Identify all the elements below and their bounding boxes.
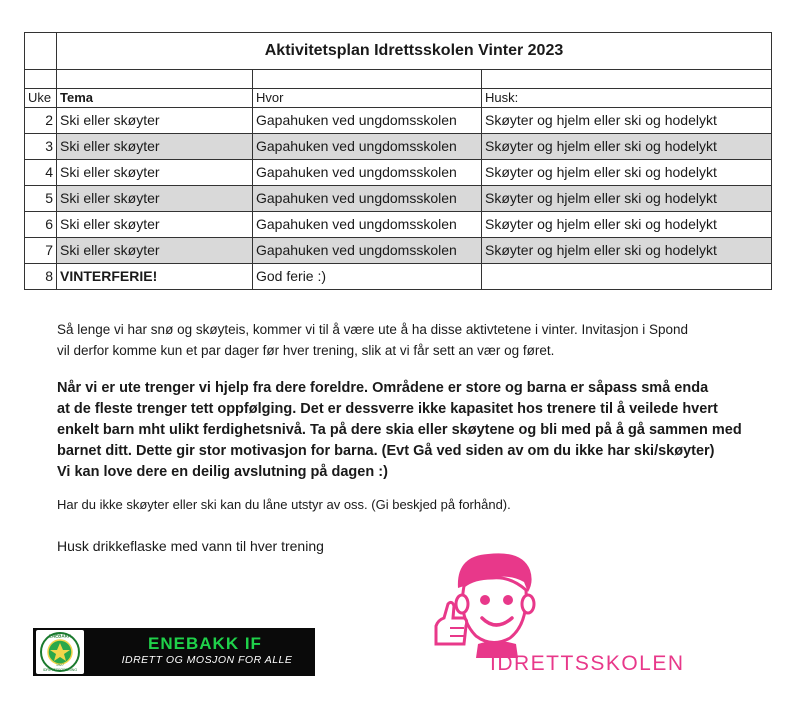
header-row — [25, 89, 772, 108]
topic-cell: Ski eller skøyter — [57, 160, 253, 186]
where-header: Hvor — [253, 89, 482, 108]
remember-header: Husk: — [482, 89, 772, 108]
help-line: barnet ditt. Dette gir stor motivasjon for barna. (Evt Gå ved siden av om du ikke har ski/skøyter) — [57, 443, 715, 459]
table-row — [25, 160, 772, 186]
equipment-note: Har du ikke skøyter eller ski kan du låne utstyr av oss. (Gi beskjed på forhånd). — [57, 497, 511, 512]
where-cell: Gapahuken ved ungdomsskolen — [253, 160, 482, 186]
week-cell: 2 — [25, 108, 57, 134]
svg-text:ENEBAKK: ENEBAKK — [48, 633, 72, 639]
remember-cell: Skøyter og hjelm eller ski og hodelykt — [482, 134, 772, 160]
info-line: Så lenge vi har snø og skøyteis, kommer vi til å være ute å ha disse aktivtetene i vinter. Invitasjon i Spond — [57, 322, 689, 337]
remember-cell: Skøyter og hjelm eller ski og hodelykt — [482, 238, 772, 264]
drink-note: Husk drikkeflaske med vann til hver trening — [57, 538, 324, 554]
topic-header: Tema — [57, 89, 253, 108]
club-name: ENEBAKK IF — [148, 634, 262, 653]
help-line: at de fleste trenger tett oppfølging. Det er dessverre ikke kapasitet hos trenere til å veilede hvert — [57, 401, 718, 417]
week-header: Uke — [25, 89, 57, 108]
enebakk-if-logo — [33, 628, 315, 676]
mascot-thumbs-up-icon — [430, 548, 560, 663]
info-paragraph — [57, 319, 777, 361]
club-slogan: IDRETT OG MOSJON FOR ALLE — [121, 654, 293, 666]
remember-cell: Skøyter og hjelm eller ski og hodelykt — [482, 108, 772, 134]
topic-cell: Ski eller skøyter — [57, 238, 253, 264]
week-cell: 5 — [25, 186, 57, 212]
where-cell: Gapahuken ved ungdomsskolen — [253, 238, 482, 264]
week-cell: 4 — [25, 160, 57, 186]
topic-cell: VINTERFERIE! — [57, 264, 253, 290]
where-cell: Gapahuken ved ungdomsskolen — [253, 212, 482, 238]
topic-cell: Ski eller skøyter — [57, 186, 253, 212]
spacer-row — [25, 70, 772, 89]
table-row — [25, 186, 772, 212]
activity-plan-table — [24, 32, 772, 290]
where-cell: Gapahuken ved ungdomsskolen — [253, 134, 482, 160]
school-name: IDRETTSSKOLEN — [490, 652, 685, 675]
help-line: Vi kan love dere en deilig avslutning på dagen :) — [57, 464, 388, 480]
info-line: vil derfor komme kun et par dager før hver trening, slik at vi får sett an vær og føret. — [57, 343, 555, 358]
week-cell: 8 — [25, 264, 57, 290]
remember-cell — [482, 264, 772, 290]
remember-cell: Skøyter og hjelm eller ski og hodelykt — [482, 212, 772, 238]
remember-cell: Skøyter og hjelm eller ski og hodelykt — [482, 186, 772, 212]
where-cell: Gapahuken ved ungdomsskolen — [253, 186, 482, 212]
plan-title: Aktivitetsplan Idrettsskolen Vinter 2023 — [57, 33, 772, 70]
table-row — [25, 212, 772, 238]
svg-text:1927: 1927 — [56, 663, 64, 667]
svg-text:IDRETTSFORENING: IDRETTSFORENING — [42, 668, 78, 672]
week-cell: 6 — [25, 212, 57, 238]
remember-cell: Skøyter og hjelm eller ski og hodelykt — [482, 160, 772, 186]
club-badge-icon — [36, 630, 84, 674]
week-cell: 3 — [25, 134, 57, 160]
title-row — [25, 33, 772, 70]
table-row — [25, 134, 772, 160]
topic-cell: Ski eller skøyter — [57, 108, 253, 134]
table-row — [25, 108, 772, 134]
parent-help-paragraph — [57, 378, 787, 483]
help-line: Når vi er ute trenger vi hjelp fra dere foreldre. Områdene er store og barna er såpass små enda — [57, 380, 709, 396]
table-row — [25, 238, 772, 264]
where-cell: Gapahuken ved ungdomsskolen — [253, 108, 482, 134]
table-row — [25, 264, 772, 290]
topic-cell: Ski eller skøyter — [57, 134, 253, 160]
week-cell: 7 — [25, 238, 57, 264]
where-cell: God ferie :) — [253, 264, 482, 290]
help-line: enkelt barn mht ulikt ferdighetsnivå. Ta på dere skia eller skøytene og bli med på å gå sammen med — [57, 422, 742, 438]
topic-cell: Ski eller skøyter — [57, 212, 253, 238]
